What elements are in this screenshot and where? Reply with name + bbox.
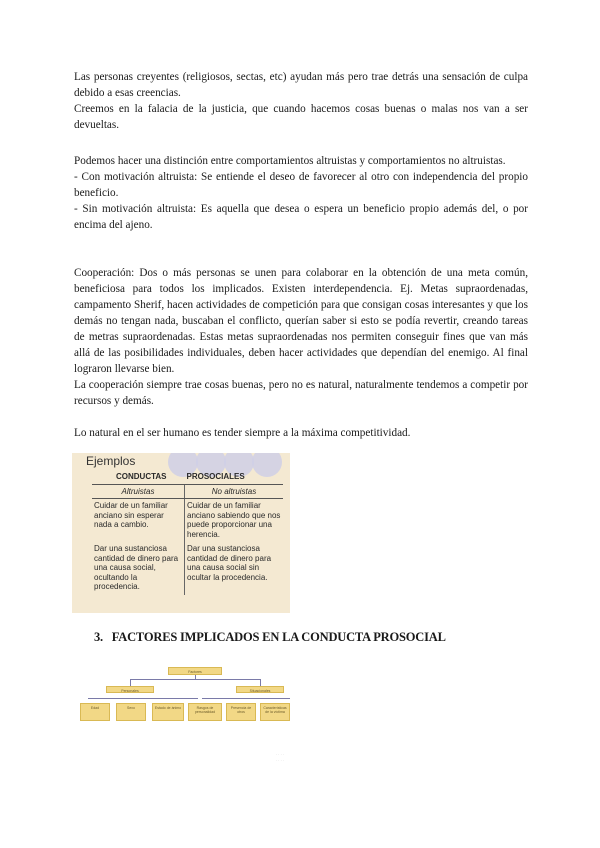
org-leaf-box: Sexo: [116, 703, 146, 721]
faint-line: · · · ·: [275, 758, 285, 763]
paragraph: Lo natural en el ser humano es tender siempre a la máxima competitividad.: [74, 427, 411, 439]
examples-figure: [72, 453, 290, 613]
paragraph-group-4: [74, 425, 528, 441]
paragraph: - Sin motivación altruista: Es aquella que desea o espera un beneficio propio además del, o por encima del ajeno.: [74, 203, 528, 231]
table-cell: Cuidar de un familiar anciano sabiendo que nos puede proporcionar una herencia.: [187, 501, 281, 539]
column-header: CONDUCTAS: [92, 469, 185, 484]
table-row: [92, 499, 283, 543]
paragraph-group-1: [74, 69, 528, 133]
table-header-row: [92, 469, 283, 484]
connector-line: [130, 679, 260, 680]
table-cell: Dar una sustanciosa cantidad de dinero para una causa social sin ocultar la procedencia.: [187, 544, 272, 582]
paragraph: Las personas creyentes (religiosos, sectas, etc) ayudan más pero trae detrás una sensación de culpa debido a esas creencias.: [74, 71, 528, 99]
section-title: FACTORES IMPLICADOS EN LA CONDUCTA PROSOCIAL: [111, 630, 446, 644]
org-chart: [80, 665, 290, 725]
examples-table: [92, 469, 283, 595]
connector-line: [260, 679, 261, 686]
org-leaf-box: Rasgos de personalidad: [188, 703, 222, 721]
table-row: [92, 542, 283, 595]
org-leaf-box: Presencia de otros: [226, 703, 256, 721]
paragraph: La cooperación siempre trae cosas buenas, pero no es natural, naturalmente tendemos a competir por recursos y demás.: [74, 379, 528, 407]
column-subheader: No altruistas: [185, 484, 284, 499]
table-cell: Cuidar de un familiar anciano sin esperar nada a cambio.: [92, 499, 185, 543]
paragraph: Cooperación: Dos o más personas se unen para colaborar en la obtención de una meta común, beneficiosa para todos los implicados. Existen interdependencia. Ej. Metas supraordenadas, campamento Sherif, hacen actividades de competición para que consigan cosas interesantes y que los demás no tengan nada, buscaban el conflicto, querían saber si esto se podía revertir, creando tareas de metras supraordenadas. Estas metas supraordenadas nos permiten conseguir fines que van más allá de las posibilidades individuales, deben hacer actividades que dependían del enemigo. Al final lograron llevarse bien.: [74, 267, 528, 375]
connector-line: [88, 698, 198, 699]
paragraph-group-2: [74, 153, 528, 233]
paragraph-group-3: [74, 265, 528, 409]
connector-line: [130, 679, 131, 686]
faint-footer-mark: [270, 752, 290, 764]
paragraph: Creemos en la falacia de la justicia, que cuando hacemos cosas buenas o malas nos van a ser devueltas.: [74, 103, 528, 131]
org-group-box: Situacionales: [236, 686, 284, 693]
org-leaf-box: Características de la víctima: [260, 703, 290, 721]
org-leaf-box: Edad: [80, 703, 110, 721]
connector-line: [202, 698, 290, 699]
paragraph: - Con motivación altruista: Se entiende el deseo de favorecer al otro con independencia del propio beneficio.: [74, 171, 528, 199]
column-header: PROSOCIALES: [185, 469, 284, 484]
table-subheader-row: [92, 484, 283, 499]
faint-line: · · · ·: [275, 752, 285, 757]
section-number: 3.: [94, 630, 103, 644]
section-heading: [94, 630, 446, 645]
org-group-box: Personales: [106, 686, 154, 693]
examples-title: Ejemplos: [86, 454, 136, 468]
org-leaf-box: Estado de ánimo: [152, 703, 184, 721]
table-cell: Dar una sustanciosa cantidad de dinero para una causa social, ocultando la procedencia.: [92, 542, 185, 595]
paragraph: Podemos hacer una distinción entre comportamientos altruistas y comportamientos no altruistas.: [74, 155, 506, 167]
org-root-box: Factores: [168, 667, 222, 675]
column-subheader: Altruistas: [92, 484, 185, 499]
